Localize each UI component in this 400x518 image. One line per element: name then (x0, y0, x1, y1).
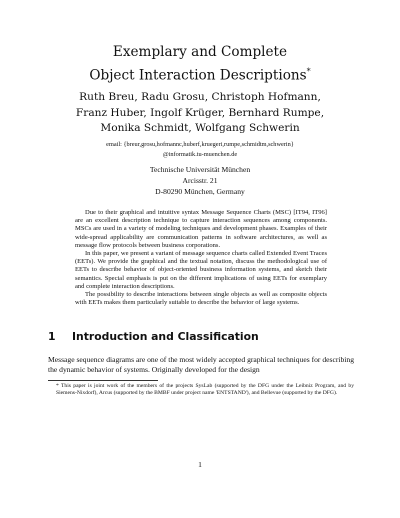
email-line-1: email: {breur,grosu,hofmannc,huberf,kruegeri,rumpe,schmidtm,schwerin} (106, 141, 294, 148)
section-number: 1 (48, 330, 56, 343)
title-footnote-mark: * (306, 67, 311, 76)
title-line-1: Exemplary and Complete (112, 44, 288, 60)
abstract (75, 209, 327, 307)
author-list (30, 90, 370, 137)
abstract-paragraph-1: Due to their graphical and intuitive syntax Message Sequence Charts (MSC) [IT94, IT96] are an excellent description technique to capture interaction sequences among components. MSCs are used in a variety of modeling techniques and development phases. Examples of their wide-spread applicability are communication patterns in software architectures, as well as message flow protocols between business corporations. (75, 209, 327, 249)
title-line-2-text: Object Interaction Descriptions (89, 67, 307, 84)
authors-line-1: Ruth Breu, Radu Grosu, Christoph Hofmann, (79, 91, 321, 103)
footnote-text: * This paper is joint work of the members of the projects SysLab (supported by the DFG under the Leibniz Program, and by Siemens-Nixdorf), Arcus (supported by the BMBF under project name 'ENTSTAND'), and Bellevue (supported by the DFG). (56, 383, 354, 397)
affiliation-address (60, 165, 340, 197)
footnote (48, 383, 354, 398)
email-block (40, 140, 360, 159)
address-line-3: D-80290 München, Germany (155, 186, 245, 196)
page-number: 1 (198, 460, 202, 469)
address-line-1: Technische Universität München (149, 165, 251, 174)
authors-line-2: Franz Huber, Ingolf Krüger, Bernhard Rumpe, (75, 106, 325, 119)
title-line-2 (40, 62, 360, 86)
section-heading (48, 330, 358, 343)
authors-line-3: Monika Schmidt, Wolfgang Schwerin (100, 122, 300, 134)
footnote-rule (48, 380, 158, 381)
address-line-2: Arcisstr. 21 (182, 175, 218, 185)
email-line-2: @informatik.tu-muenchen.de (162, 150, 238, 158)
section-title: Introduction and Classification (72, 330, 259, 343)
body-paragraph: Message sequence diagrams are one of the most widely accepted graphical techniques for describing the dynamic behavior of systems. Originally developed for the design (48, 355, 354, 375)
abstract-paragraph-3: The possibility to describe interactions between single objects as well as composite objects with EETs makes them particularly suitable to describe the behavior of large systems. (75, 291, 327, 307)
abstract-paragraph-2: In this paper, we present a variant of message sequence charts called Extended Event Traces (EETs). We provide the graphical and the textual notation, discuss the methodological use of EETs to describe behavior of object-oriented business information systems, and sketch their semantics. Special emphasis is put on the different implications of using EETs for exemplary and complete interaction descriptions. (75, 250, 327, 290)
paper-title (40, 42, 360, 86)
